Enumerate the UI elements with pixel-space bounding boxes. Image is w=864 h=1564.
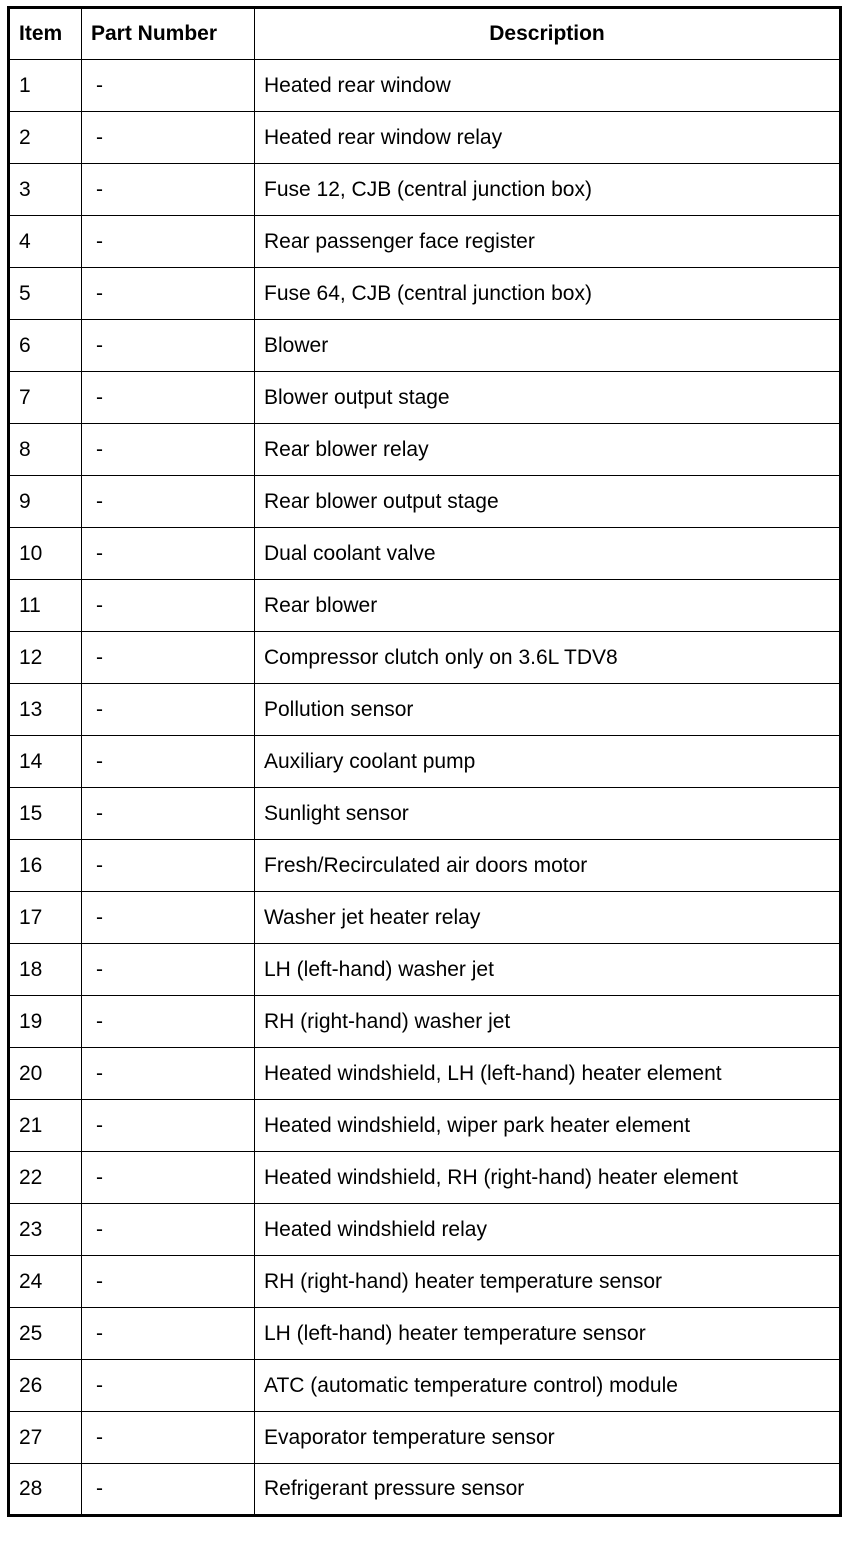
cell-part-number: - <box>82 372 255 424</box>
cell-part-number: - <box>82 580 255 632</box>
cell-item: 20 <box>9 1048 82 1100</box>
table-row <box>9 580 841 632</box>
cell-description: Refrigerant pressure sensor <box>255 1464 841 1516</box>
cell-item: 16 <box>9 840 82 892</box>
cell-item: 4 <box>9 216 82 268</box>
table-row <box>9 476 841 528</box>
cell-item: 8 <box>9 424 82 476</box>
table-row <box>9 1412 841 1464</box>
cell-item: 7 <box>9 372 82 424</box>
cell-part-number: - <box>82 1204 255 1256</box>
table-row <box>9 632 841 684</box>
cell-item: 15 <box>9 788 82 840</box>
cell-description: Rear blower <box>255 580 841 632</box>
cell-item: 2 <box>9 112 82 164</box>
table-row <box>9 528 841 580</box>
cell-part-number: - <box>82 320 255 372</box>
cell-part-number: - <box>82 632 255 684</box>
cell-part-number: - <box>82 840 255 892</box>
cell-description: Blower output stage <box>255 372 841 424</box>
cell-description: Compressor clutch only on 3.6L TDV8 <box>255 632 841 684</box>
cell-description: Rear passenger face register <box>255 216 841 268</box>
table-row <box>9 736 841 788</box>
cell-item: 11 <box>9 580 82 632</box>
table-row <box>9 216 841 268</box>
cell-part-number: - <box>82 684 255 736</box>
header-row <box>9 8 841 60</box>
cell-part-number: - <box>82 1360 255 1412</box>
cell-part-number: - <box>82 892 255 944</box>
cell-part-number: - <box>82 1100 255 1152</box>
cell-item: 3 <box>9 164 82 216</box>
table-row <box>9 788 841 840</box>
cell-part-number: - <box>82 476 255 528</box>
cell-part-number: - <box>82 1308 255 1360</box>
cell-description: Heated windshield, LH (left-hand) heater element <box>255 1048 841 1100</box>
header-item: Item <box>9 8 82 60</box>
cell-part-number: - <box>82 944 255 996</box>
cell-part-number: - <box>82 1152 255 1204</box>
cell-part-number: - <box>82 1412 255 1464</box>
cell-description: Dual coolant valve <box>255 528 841 580</box>
cell-item: 22 <box>9 1152 82 1204</box>
cell-description: Heated windshield relay <box>255 1204 841 1256</box>
table-header <box>9 8 841 60</box>
table-row <box>9 1308 841 1360</box>
cell-item: 13 <box>9 684 82 736</box>
table-row <box>9 1048 841 1100</box>
table-row <box>9 1100 841 1152</box>
cell-item: 9 <box>9 476 82 528</box>
cell-part-number: - <box>82 112 255 164</box>
cell-item: 28 <box>9 1464 82 1516</box>
cell-item: 26 <box>9 1360 82 1412</box>
cell-item: 14 <box>9 736 82 788</box>
cell-part-number: - <box>82 424 255 476</box>
cell-part-number: - <box>82 1256 255 1308</box>
cell-description: Heated windshield, RH (right-hand) heater element <box>255 1152 841 1204</box>
cell-part-number: - <box>82 1464 255 1516</box>
table-row <box>9 1464 841 1516</box>
cell-description: Blower <box>255 320 841 372</box>
table-row <box>9 1256 841 1308</box>
cell-item: 12 <box>9 632 82 684</box>
table-row <box>9 892 841 944</box>
cell-part-number: - <box>82 268 255 320</box>
cell-item: 17 <box>9 892 82 944</box>
header-part-number: Part Number <box>82 8 255 60</box>
parts-table <box>7 6 842 1517</box>
cell-part-number: - <box>82 788 255 840</box>
cell-part-number: - <box>82 60 255 112</box>
cell-description: Heated windshield, wiper park heater element <box>255 1100 841 1152</box>
cell-description: Fuse 12, CJB (central junction box) <box>255 164 841 216</box>
cell-description: ATC (automatic temperature control) module <box>255 1360 841 1412</box>
cell-description: Washer jet heater relay <box>255 892 841 944</box>
cell-part-number: - <box>82 164 255 216</box>
cell-part-number: - <box>82 1048 255 1100</box>
header-description: Description <box>255 8 841 60</box>
cell-description: LH (left-hand) heater temperature sensor <box>255 1308 841 1360</box>
cell-item: 6 <box>9 320 82 372</box>
table-row <box>9 1152 841 1204</box>
table-row <box>9 684 841 736</box>
cell-description: Fuse 64, CJB (central junction box) <box>255 268 841 320</box>
cell-description: Heated rear window relay <box>255 112 841 164</box>
cell-description: Fresh/Recirculated air doors motor <box>255 840 841 892</box>
table-row <box>9 60 841 112</box>
cell-item: 23 <box>9 1204 82 1256</box>
table-row <box>9 1204 841 1256</box>
table-row <box>9 944 841 996</box>
cell-item: 27 <box>9 1412 82 1464</box>
cell-item: 19 <box>9 996 82 1048</box>
table-row <box>9 268 841 320</box>
table-row <box>9 1360 841 1412</box>
cell-description: Pollution sensor <box>255 684 841 736</box>
table-row <box>9 996 841 1048</box>
cell-description: RH (right-hand) washer jet <box>255 996 841 1048</box>
table-row <box>9 840 841 892</box>
cell-part-number: - <box>82 216 255 268</box>
cell-part-number: - <box>82 528 255 580</box>
cell-description: Rear blower output stage <box>255 476 841 528</box>
cell-item: 1 <box>9 60 82 112</box>
cell-item: 25 <box>9 1308 82 1360</box>
cell-description: LH (left-hand) washer jet <box>255 944 841 996</box>
cell-description: Evaporator temperature sensor <box>255 1412 841 1464</box>
table-row <box>9 372 841 424</box>
cell-description: Heated rear window <box>255 60 841 112</box>
cell-description: Rear blower relay <box>255 424 841 476</box>
cell-description: RH (right-hand) heater temperature sensor <box>255 1256 841 1308</box>
table-row <box>9 424 841 476</box>
cell-description: Auxiliary coolant pump <box>255 736 841 788</box>
cell-part-number: - <box>82 736 255 788</box>
table-row <box>9 112 841 164</box>
cell-item: 10 <box>9 528 82 580</box>
cell-part-number: - <box>82 996 255 1048</box>
cell-item: 18 <box>9 944 82 996</box>
cell-description: Sunlight sensor <box>255 788 841 840</box>
cell-item: 5 <box>9 268 82 320</box>
cell-item: 24 <box>9 1256 82 1308</box>
table-row <box>9 164 841 216</box>
cell-item: 21 <box>9 1100 82 1152</box>
table-row <box>9 320 841 372</box>
table-body <box>9 60 841 1516</box>
